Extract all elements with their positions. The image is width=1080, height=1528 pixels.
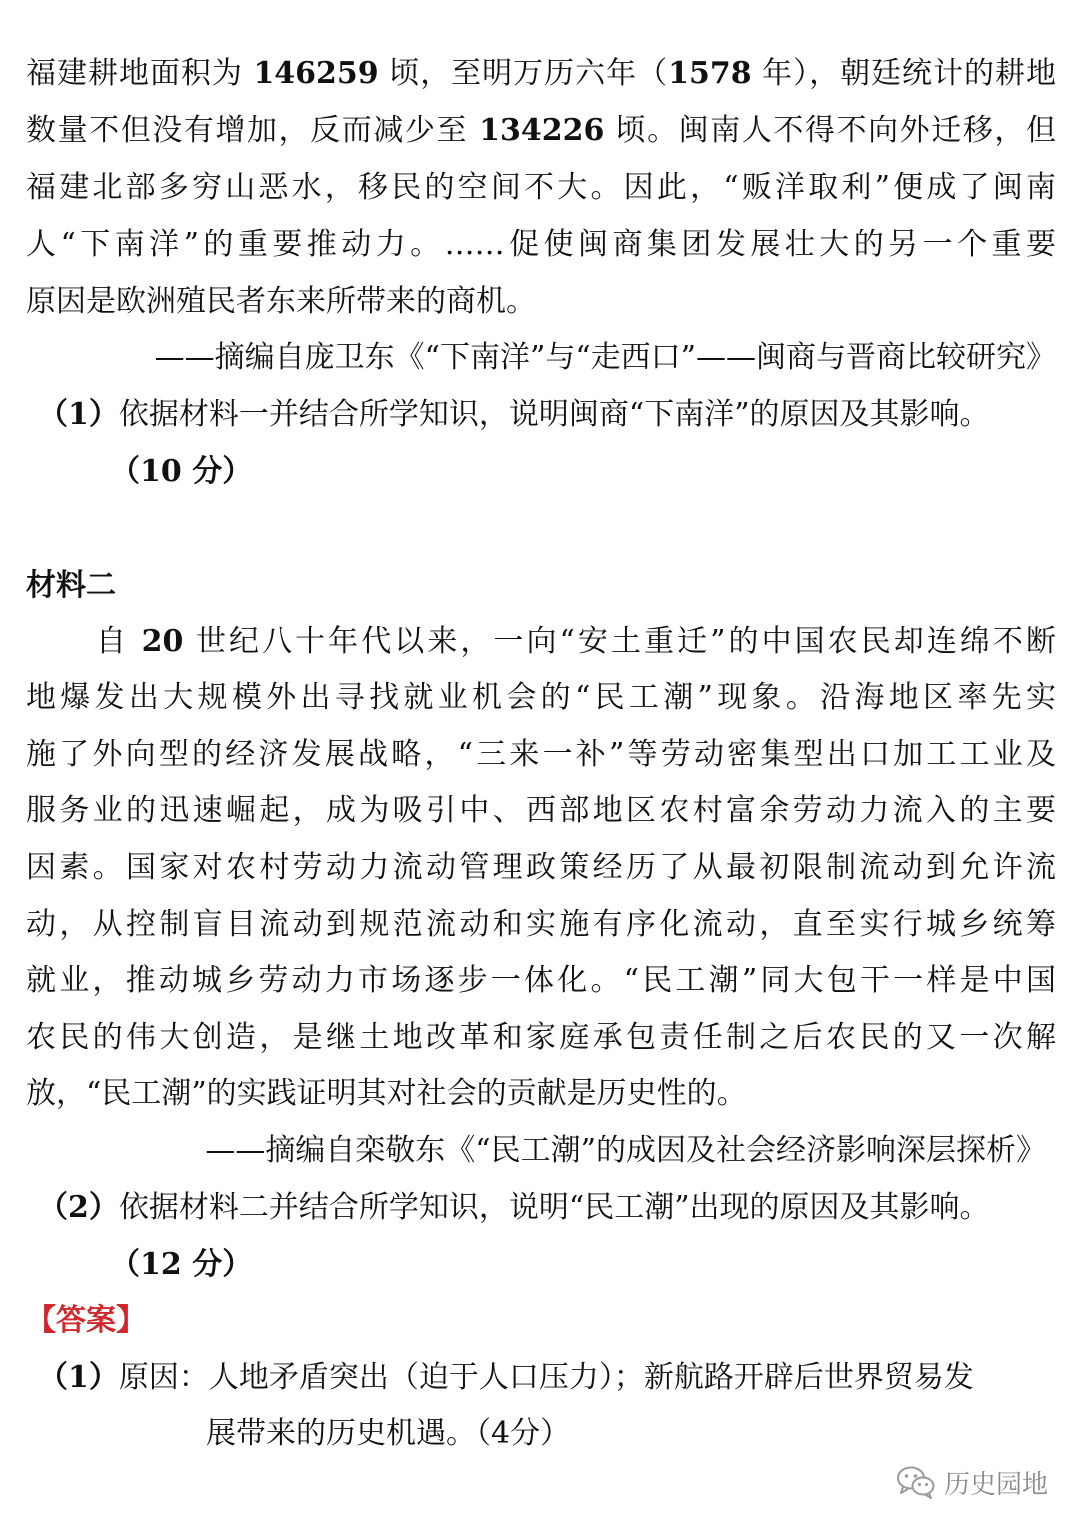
wechat-icon <box>896 1465 936 1499</box>
material-one-line-5: 原因是欧洲殖民者东来所带来的商机。 <box>26 284 536 319</box>
material-two-source: ——摘编自栾敬东《“民工潮”的成因及社会经济影响深层探析》 <box>205 1133 1046 1168</box>
question-1-points: （10 分） <box>110 454 253 489</box>
material-one-line-1: 福建耕地面积为 146259 顷，至明万历六年（1578 年），朝廷统计的耕地 <box>26 56 1056 91</box>
material-two-line-3: 施了外向型的经济发展战略，“三来一补”等劳动密集型出口加工工业及 <box>26 737 1056 772</box>
watermark-text: 历史园地 <box>944 1469 1049 1500</box>
question-2 <box>38 1188 1068 1228</box>
material-two-heading: 材料二 <box>26 568 116 603</box>
answer-item-1-line-2: 展带来的历史机遇。（4分） <box>206 1416 571 1451</box>
watermark <box>896 1462 1048 1502</box>
question-1-number: （1） <box>38 397 119 432</box>
answer-item-1-line-1: 原因：人地矛盾突出（迫于人口压力）；新航路开辟后世界贸易发 <box>118 1360 974 1395</box>
question-1-text: 依据材料一并结合所学知识，说明闽商“下南洋”的原因及其影响。 <box>118 397 990 432</box>
question-2-points: （12 分） <box>110 1247 253 1282</box>
material-two-line-4: 服务业的迅速崛起，成为吸引中、西部地区农村富余劳动力流入的主要 <box>26 793 1056 828</box>
material-one-line-3: 福建北部多穷山恶水，移民的空间不大。因此，“贩洋取利”便成了闽南 <box>26 170 1056 205</box>
material-one-line-4: 人“下南洋”的重要推动力。……促使闽商集团发展壮大的另一个重要 <box>26 227 1056 262</box>
material-two-line-6: 动，从控制盲目流动到规范流动和实施有序化流动，直至实行城乡统筹 <box>26 907 1056 942</box>
material-two-line-5: 因素。国家对农村劳动力流动管理政策经历了从最初限制流动到允许流 <box>26 850 1056 885</box>
answer-heading: 【答案】 <box>26 1303 146 1338</box>
question-2-number: （2） <box>38 1190 119 1225</box>
material-one-source: ——摘编自庞卫东《“下南洋”与“走西口”——闽商与晋商比较研究》 <box>154 340 1056 375</box>
material-two-line-1: 自 20 世纪八十年代以来，一向“安土重迁”的中国农民却连绵不断 <box>96 624 1056 659</box>
question-1 <box>38 395 1068 435</box>
material-two-line-9: 放，“民工潮”的实践证明其对社会的贡献是历史性的。 <box>26 1076 747 1111</box>
question-2-text: 依据材料二并结合所学知识，说明“民工潮”出现的原因及其影响。 <box>118 1190 990 1225</box>
answer-item-1 <box>38 1358 1048 1398</box>
material-two-line-7: 就业，推动城乡劳动力市场逐步一体化。“民工潮”同大包干一样是中国 <box>26 963 1056 998</box>
answer-item-1-number: （1） <box>38 1360 119 1395</box>
material-one-line-2: 数量不但没有增加，反而减少至 134226 顷。闽南人不得不向外迁移，但 <box>26 113 1056 148</box>
material-two-line-2: 地爆发出大规模外出寻找就业机会的“民工潮”现象。沿海地区率先实 <box>26 680 1056 715</box>
material-two-line-8: 农民的伟大创造，是继土地改革和家庭承包责任制之后农民的又一次解 <box>26 1020 1056 1055</box>
